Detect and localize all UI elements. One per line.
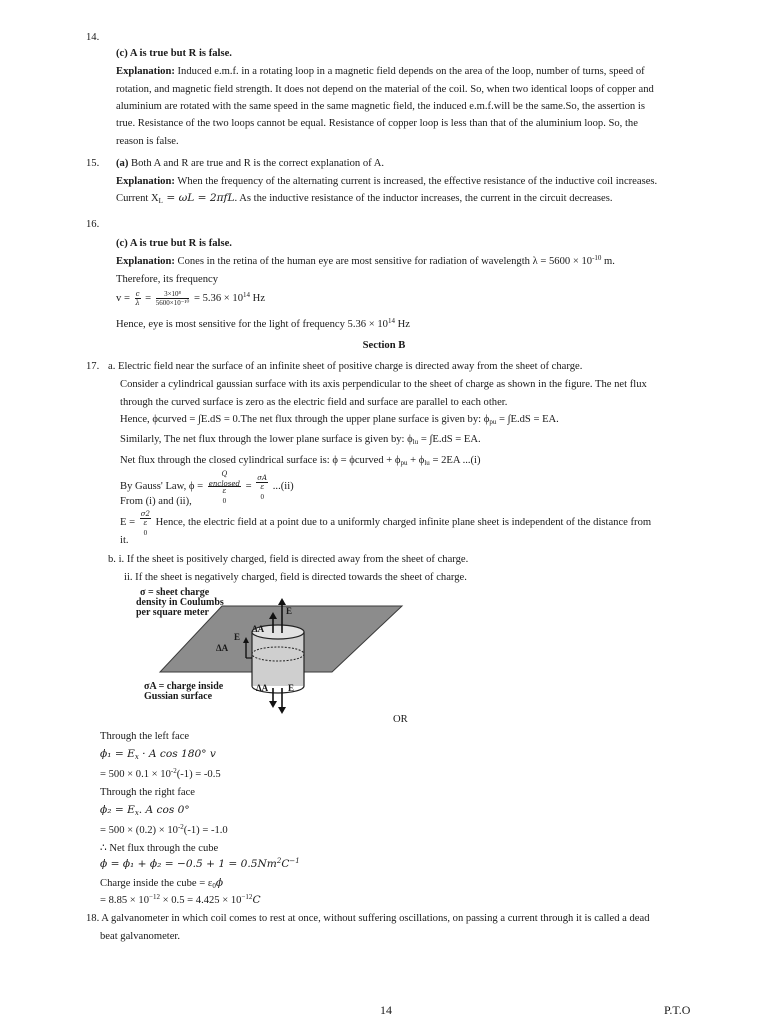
q15-explanation-line: Current $X_L = \omega L = 2\pi fL$. As the inductive resistance of the inductor increases, the current in the circuit decreases. bbox=[116, 192, 613, 205]
q18-line: 18. A galvanometer in which coil comes to rest at once, without suffering oscillations, on passing a current through it is called a dead bbox=[86, 913, 650, 924]
q17-line: Hence, ϕcurved = ∫E.dS = 0.The net flux through the upper plane surface is given by: $\phi_{pu} = \int E.dS$ = EA. bbox=[120, 414, 559, 426]
q17-gauss-law: By Gauss' Law, ϕ = Q $_{enclosed}$ ε $_0$ = σA ε $_0$ ...(ii) bbox=[120, 470, 294, 505]
page-number: 14 bbox=[380, 1003, 392, 1017]
q17-line: Net flux through the closed cylindrical surface is: ϕ = ϕcurved + $\phi_{pu} + \phi_{lu} = 2EA$ ...(i) bbox=[120, 455, 481, 467]
q14-answer: (c) A is true but R is false. bbox=[116, 48, 232, 59]
alt-equation: = $8.85 \times 10^{-12} \times 0.5 = 4.425 \times 10^{-12}C$ bbox=[100, 893, 261, 906]
field-label-top: E bbox=[286, 606, 293, 616]
alt-line: ∴ Net flux through the cube bbox=[100, 843, 219, 854]
q17-part-b: ii. If the sheet is negatively charged, field is directed towards the sheet of charge. bbox=[124, 572, 467, 583]
question-number-15: 15. bbox=[86, 158, 100, 169]
q14-explanation-line: Explanation: Induced e.m.f. in a rotating loop in a magnetic field depends on the area of the loop, number of turns, speed of bbox=[116, 66, 645, 77]
q16-answer: (c) A is true but R is false. bbox=[116, 238, 232, 249]
sigma-label: σ = sheet charge bbox=[140, 587, 210, 598]
alt-equation: $\phi_2 = E_x$. A cos 0° bbox=[100, 804, 190, 817]
q17-line: From (i) and (ii), bbox=[120, 496, 192, 507]
gaussian-surface-diagram bbox=[132, 588, 422, 716]
alt-equation: $\phi = \phi_1 + \phi_2 = -0.5 + 1 = 0.5Nm^2C^{-1}$ bbox=[100, 857, 300, 870]
field-label-left: E bbox=[234, 632, 241, 642]
alt-line: = $500 \times (0.2) \times 10^{-2}(-1) = -1.0$ bbox=[100, 823, 228, 836]
question-number-16: 16. bbox=[86, 219, 100, 230]
q17-part-a: a. Electric field near the surface of an infinite sheet of positive charge is directed away from the sheet of charge. bbox=[108, 361, 583, 372]
q16-explanation-line: Explanation: Cones in the retina of the human eye are most sensitive for radiation of wavelength $\lambda = 5600 \times 10^{-10}$ m. bbox=[116, 254, 615, 267]
q17-field-result: E = σ2 ε $_0$ Hence, the electric field at a point due to a uniformly charged infinite plane sheet is independent of the distance from bbox=[120, 510, 652, 537]
q14-explanation-line: true. Resistance of the two loops cannot be equal. Resistance of copper loop is less than that of the aluminium loop. So, the bbox=[116, 118, 638, 129]
area-label-bottom: ΔA bbox=[256, 683, 269, 693]
q17-line: through the curved surface is zero as the electric field and surface are parallel to each other. bbox=[120, 397, 508, 408]
q16-explanation-line: Therefore, its frequency bbox=[116, 274, 219, 285]
sigma-label: density in Coulumbs bbox=[136, 597, 224, 608]
q18-line: beat galvanometer. bbox=[100, 931, 181, 942]
q17-line: Similarly, The net flux through the lower plane surface is given by: $\phi_{lu} = \int E.dS$ = EA. bbox=[120, 434, 481, 446]
sigma-label: per square meter bbox=[136, 607, 209, 618]
section-heading: Section B bbox=[362, 340, 406, 351]
q15-explanation-line: Explanation: When the frequency of the alternating current is increased, the effective resistance of the inductive coil increases. bbox=[116, 176, 658, 187]
charge-label: Gussian surface bbox=[144, 691, 213, 702]
charge-label: σA = charge inside bbox=[144, 681, 224, 692]
alt-equation: $\phi_1 = E_x \cdot A$ cos 180° v bbox=[100, 748, 216, 761]
pto-label: P.T.O bbox=[664, 1003, 691, 1017]
q14-explanation-line: rotation, and magnetic field strength. It does not depend on the material of the coil. So, when two identical loops of copper and bbox=[116, 84, 654, 95]
question-number-14: 14. bbox=[86, 32, 100, 43]
q16-frequency-equation: v = $\frac{c}{\lambda}$ = $\frac{\text{3×10⁸}}{\text{5600×10⁻¹⁰}}$ = $5.36 \times 10^{14}$ Hz bbox=[116, 290, 266, 308]
area-label-top: ΔA bbox=[252, 624, 265, 634]
q14-explanation-line: reason is false. bbox=[116, 136, 179, 147]
q16-conclusion: Hence, eye is most sensitive for the light of frequency $5.36 \times 10^{14}$ Hz bbox=[116, 317, 410, 330]
q17-line: Consider a cylindrical gaussian surface with its axis perpendicular to the sheet of charge as shown in the figure. The net flux bbox=[120, 379, 647, 390]
alt-line: Through the left face bbox=[100, 731, 190, 742]
alt-line: Through the right face bbox=[100, 787, 196, 798]
question-number-17: 17. bbox=[86, 361, 100, 372]
alt-line: = $500 \times 0.1 \times 10^{-2}(-1) = -0.5$ bbox=[100, 767, 221, 780]
q17-line: it. bbox=[120, 535, 129, 546]
q17-part-b: b. i. If the sheet is positively charged, field is directed away from the sheet of charge. bbox=[108, 554, 469, 565]
alt-line: Charge inside the cube = $\varepsilon_0\phi$ bbox=[100, 877, 224, 890]
area-label-left: ΔA bbox=[216, 643, 229, 653]
q15-answer: (a) Both A and R are true and R is the correct explanation of A. bbox=[116, 158, 385, 169]
or-separator: OR bbox=[393, 714, 408, 725]
field-label-bottom: E bbox=[288, 683, 295, 693]
q14-explanation-line: aluminium are rotated with the same speed in the same magnetic field, the induced e.m.f.will be the same.So, the assertion is bbox=[116, 101, 645, 112]
